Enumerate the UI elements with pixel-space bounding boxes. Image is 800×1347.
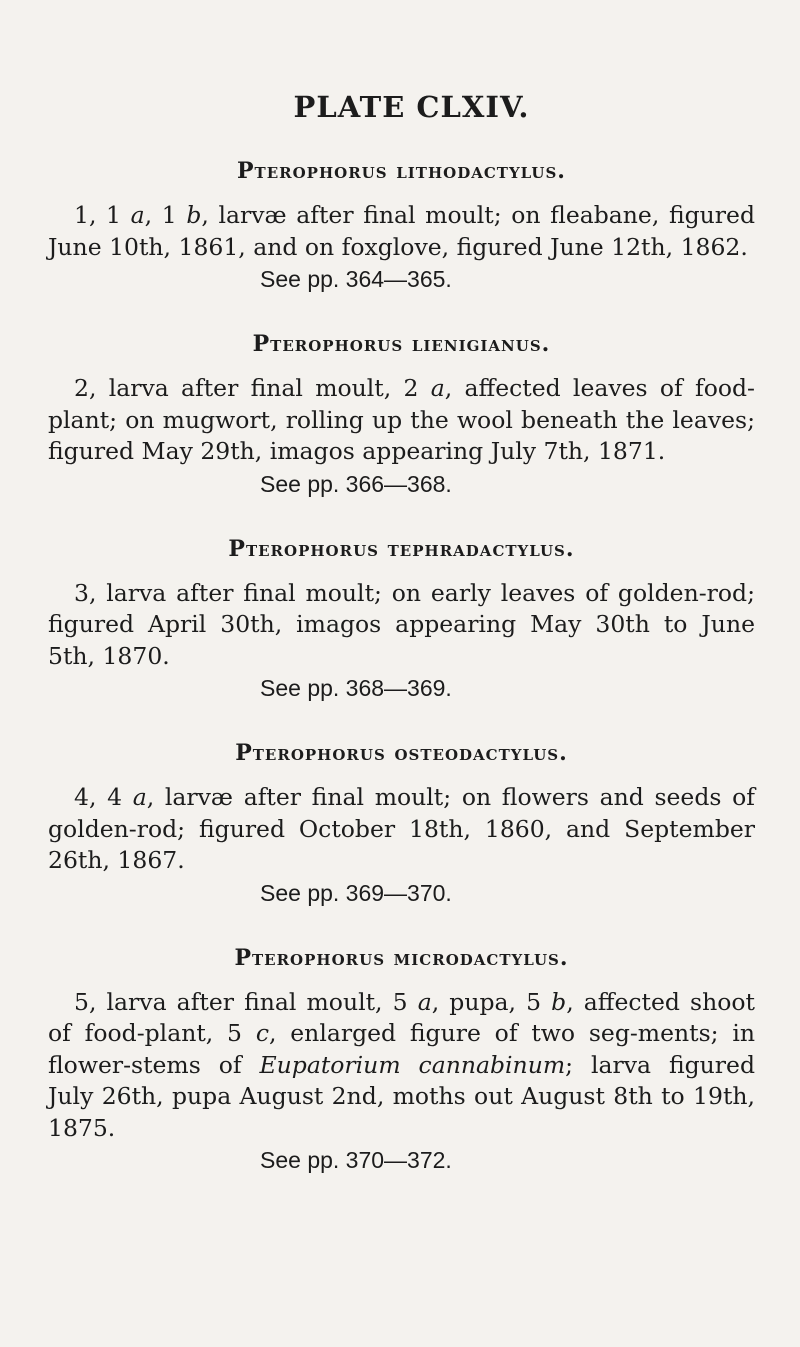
species-entry-microdactylus — [48, 945, 755, 1177]
page-reference: See pp. 368—369. — [260, 675, 452, 701]
species-heading: Pterophorus lithodactylus. — [237, 158, 566, 184]
page-reference: See pp. 369—370. — [260, 879, 452, 906]
page-reference: See pp. 366—368. — [260, 470, 452, 497]
species-heading: Pterophorus tephradactylus. — [228, 535, 575, 562]
species-entry-tephradactylus — [48, 536, 755, 705]
species-entry-osteodactylus — [48, 740, 755, 909]
species-description: 2, larva after final moult, 2 a, affected leaves of food-plant; on mugwort, rolling up the wool beneath the leaves; figured May 29th, imagos appearing July 7th, 1871. — [48, 374, 755, 465]
page-reference: See pp. 364—365. — [260, 266, 452, 292]
page-reference: See pp. 370—372. — [260, 1147, 452, 1173]
species-heading: Pterophorus osteodactylus. — [235, 740, 568, 766]
species-description: 3, larva after final moult; on early leaves of golden-rod; figured April 30th, imagos appearing May 30th to June 5th, 1870. — [48, 578, 755, 670]
species-description: 5, larva after final moult, 5 a, pupa, 5 b, affected shoot of food-plant, 5 c, enlarged figure of two seg-ments; in flower-stems of Eupatorium cannabinum; larva figured July 26th, pupa August 2nd, moths out August 8th to 19th, 1875. — [48, 987, 756, 1142]
species-heading: Pterophorus lienigianus. — [252, 331, 551, 357]
species-heading: Pterophorus microdactylus. — [234, 944, 569, 971]
species-entry-lithodactylus — [48, 158, 755, 295]
species-description: 4, 4 a, larvæ after final moult; on flowers and seeds of golden-rod; figured October 18th, 1860, and September 26th, 1867. — [48, 783, 755, 874]
plate-title: PLATE CLXIV. — [293, 90, 530, 124]
species-description: 1, 1 a, 1 b, larvæ after final moult; on fleabane, figured June 10th, 1861, and on foxglove, figured June 12th, 1862. — [48, 201, 755, 261]
species-entry-lienigianus — [48, 331, 755, 500]
